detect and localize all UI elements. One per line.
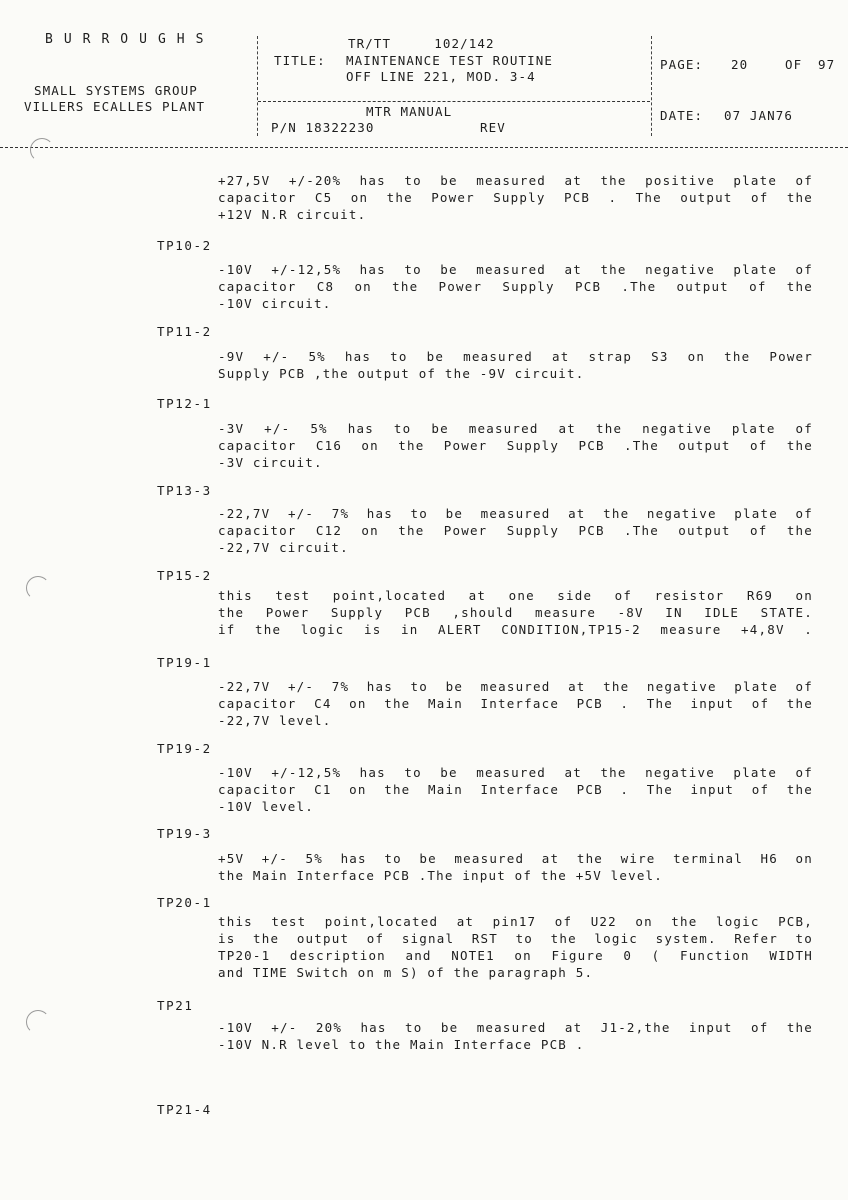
test-point-label: TP19-1 bbox=[157, 655, 212, 670]
paragraph-line: the Power Supply PCB ,should measure -8V IN IDLE STATE. bbox=[218, 605, 813, 620]
paragraph-line: the Main Interface PCB .The input of the +5V level. bbox=[218, 868, 664, 883]
paragraph-line: capacitor C1 on the Main Interface PCB . The input of the bbox=[218, 782, 813, 797]
test-point-description bbox=[218, 261, 813, 312]
paragraph-line: -3V +/- 5% has to be measured at the negative plate of bbox=[218, 421, 813, 436]
paragraph-line: -22,7V +/- 7% has to be measured at the negative plate of bbox=[218, 506, 813, 521]
paragraph-line: -3V circuit. bbox=[218, 455, 323, 470]
paragraph-line: -9V +/- 5% has to be measured at strap S3 on the Power bbox=[218, 349, 813, 364]
paragraph-line: capacitor C8 on the Power Supply PCB .The output of the bbox=[218, 279, 813, 294]
paragraph-line: +27,5V +/-20% has to be measured at the positive plate of bbox=[218, 173, 813, 188]
company-name: BURROUGHS bbox=[45, 32, 215, 47]
test-point-label: TP21 bbox=[157, 998, 194, 1013]
revision-label: REV bbox=[480, 120, 506, 135]
part-number: P/N 18322230 bbox=[271, 120, 375, 135]
page-number: 20 bbox=[731, 57, 749, 72]
paragraph-line: -10V +/-12,5% has to be measured at the negative plate of bbox=[218, 262, 813, 277]
test-point-label: TP12-1 bbox=[157, 396, 212, 411]
paragraph-line: -22,7V circuit. bbox=[218, 540, 349, 555]
test-point-label: TP13-3 bbox=[157, 483, 212, 498]
paragraph-line: capacitor C16 on the Power Supply PCB .The output of the bbox=[218, 438, 813, 453]
test-point-label: TP20-1 bbox=[157, 895, 212, 910]
punch-hole-bottom bbox=[26, 1010, 50, 1034]
test-point-label: TP19-2 bbox=[157, 741, 212, 756]
paragraph-line: this test point,located at one side of resistor R69 on bbox=[218, 588, 813, 603]
header-divider-right bbox=[651, 36, 652, 136]
test-point-description bbox=[218, 505, 813, 556]
test-point-description bbox=[218, 1019, 813, 1053]
paragraph-line: +12V N.R circuit. bbox=[218, 207, 367, 222]
header-divider-left bbox=[257, 36, 258, 136]
paragraph-line: capacitor C4 on the Main Interface PCB . The input of the bbox=[218, 696, 813, 711]
punch-hole-middle bbox=[26, 576, 50, 600]
title-line-2: OFF LINE 221, MOD. 3-4 bbox=[346, 69, 536, 84]
paragraph-line: this test point,located at pin17 of U22 on the logic PCB, bbox=[218, 914, 813, 929]
page-total: 97 bbox=[818, 57, 836, 72]
test-point-description bbox=[218, 764, 813, 815]
page-label: PAGE: bbox=[660, 57, 704, 72]
group-name: SMALL SYSTEMS GROUP bbox=[34, 83, 198, 98]
plant-name: VILLERS ECALLES PLANT bbox=[24, 99, 206, 114]
paragraph-line: -10V circuit. bbox=[218, 296, 332, 311]
header-bottom-separator bbox=[0, 147, 848, 148]
punch-hole-top bbox=[30, 138, 54, 162]
document-reference: TR/TT 102/142 bbox=[348, 36, 495, 51]
paragraph-line: capacitor C5 on the Power Supply PCB . The output of the bbox=[218, 190, 813, 205]
test-point-description bbox=[218, 913, 813, 981]
intro-paragraph bbox=[218, 172, 813, 223]
paragraph-line: -10V +/-12,5% has to be measured at the negative plate of bbox=[218, 765, 813, 780]
header-inner-separator bbox=[258, 101, 650, 102]
test-point-label: TP21-4 bbox=[157, 1102, 212, 1117]
date-value: 07 JAN76 bbox=[724, 108, 794, 123]
paragraph-line: -10V +/- 20% has to be measured at J1-2,the input of the bbox=[218, 1020, 813, 1035]
title-label: TITLE: bbox=[274, 53, 326, 68]
test-point-description bbox=[218, 678, 813, 729]
paragraph-line: -22,7V +/- 7% has to be measured at the negative plate of bbox=[218, 679, 813, 694]
test-point-description bbox=[218, 420, 813, 471]
test-point-label: TP11-2 bbox=[157, 324, 212, 339]
paragraph-line: -10V level. bbox=[218, 799, 314, 814]
paragraph-line: and TIME Switch on m S) of the paragraph 5. bbox=[218, 965, 594, 980]
paragraph-line: -10V N.R level to the Main Interface PCB . bbox=[218, 1037, 585, 1052]
paragraph-line: capacitor C12 on the Power Supply PCB .The output of the bbox=[218, 523, 813, 538]
test-point-description bbox=[218, 348, 813, 382]
paragraph-line: -22,7V level. bbox=[218, 713, 332, 728]
manual-name: MTR MANUAL bbox=[366, 104, 453, 119]
test-point-label: TP15-2 bbox=[157, 568, 212, 583]
test-point-label: TP19-3 bbox=[157, 826, 212, 841]
test-point-label: TP10-2 bbox=[157, 238, 212, 253]
paragraph-line: if the logic is in ALERT CONDITION,TP15-2 measure +4,8V . bbox=[218, 622, 813, 637]
paragraph-line: Supply PCB ,the output of the -9V circuit. bbox=[218, 366, 585, 381]
title-line-1: MAINTENANCE TEST ROUTINE bbox=[346, 53, 554, 68]
paragraph-line: +5V +/- 5% has to be measured at the wire terminal H6 on bbox=[218, 851, 813, 866]
test-point-description bbox=[218, 587, 813, 638]
paragraph-line: TP20-1 description and NOTE1 on Figure 0 ( Function WIDTH bbox=[218, 948, 813, 963]
page-of-label: OF bbox=[785, 57, 803, 72]
date-label: DATE: bbox=[660, 108, 704, 123]
paragraph-line: is the output of signal RST to the logic system. Refer to bbox=[218, 931, 813, 946]
test-point-description bbox=[218, 850, 813, 884]
